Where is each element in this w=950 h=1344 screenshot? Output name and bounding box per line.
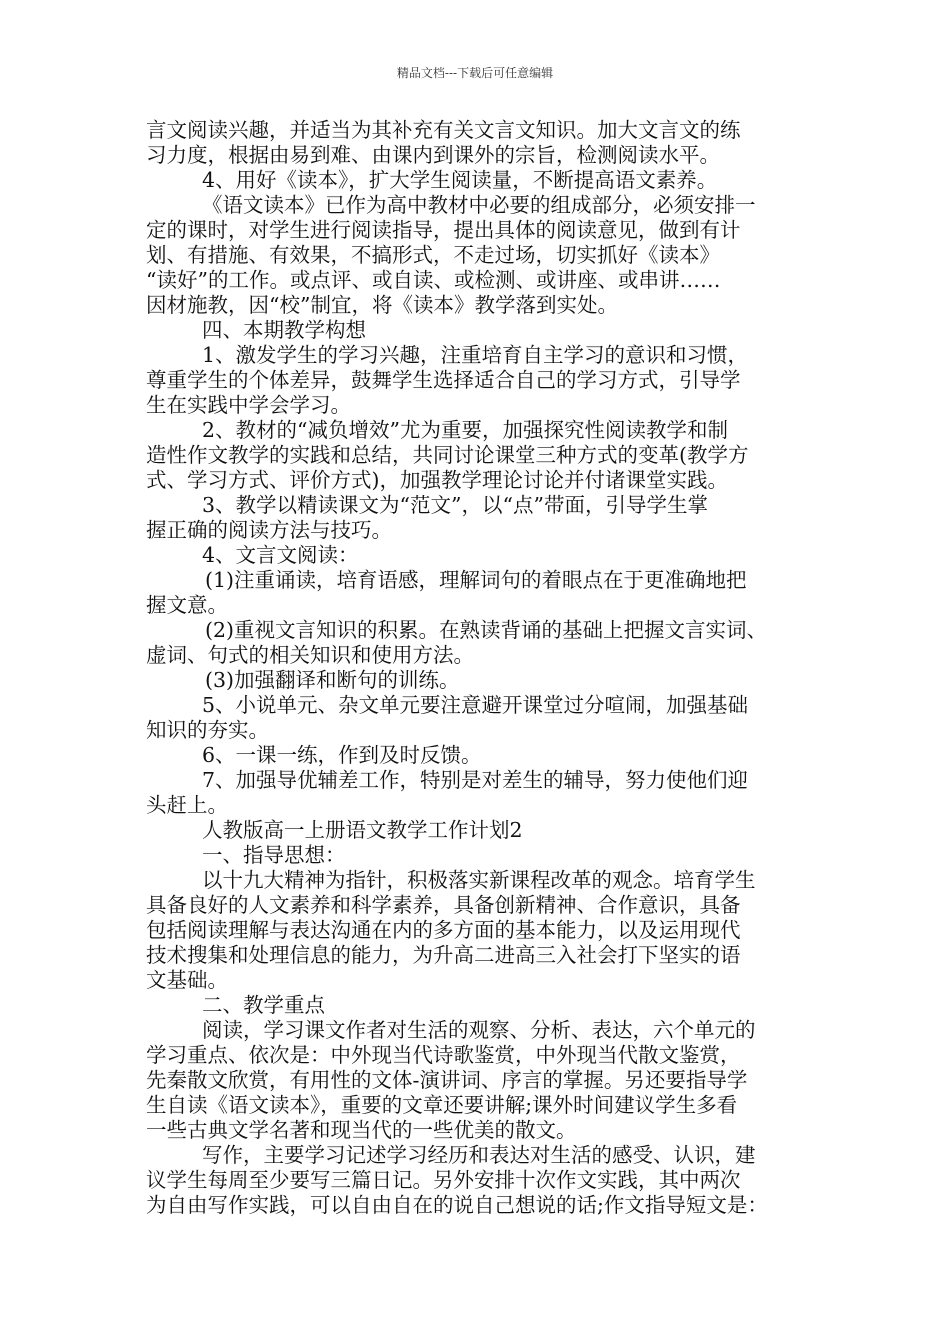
text-line: 4、用好《读本》，扩大学生阅读量，不断提高语文素养。: [202, 168, 718, 192]
text-line: “读好”的工作。或点评、或自读、或检测、或讲座、或串讲……: [146, 268, 721, 292]
text-line: 头赶上。: [146, 793, 228, 817]
section-heading: 四、本期教学构想: [202, 318, 366, 342]
text-line: 7、加强导优辅差工作，特别是对差生的辅导，努力使他们迎: [202, 768, 749, 792]
text-line: 包括阅读理解与表达沟通在内的多方面的基本能力，以及运用现代: [146, 918, 741, 942]
text-line: 造性作文教学的实践和总结，共同讨论课堂三种方式的变革(教学方: [146, 443, 749, 467]
text-line: 阅读，学习课文作者对生活的观察、分析、表达，六个单元的: [202, 1018, 756, 1042]
text-line: 为自由写作实践，可以自由自在的说自己想说的话;作文指导短文是：: [146, 1193, 768, 1217]
text-line: (3)加强翻译和断句的训练。: [205, 668, 460, 692]
text-line: 具备良好的人文素养和科学素养，具备创新精神、合作意识，具备: [146, 893, 741, 917]
text-line: 式、学习方式、评价方式)，加强教学理论讨论并付诸课堂实践。: [146, 468, 728, 492]
section-heading: 一、指导思想：: [202, 843, 346, 867]
text-line: 因材施教，因“校”制宜，将《读本》教学落到实处。: [146, 293, 618, 317]
page-header: 精品文档---下载后可任意编辑: [396, 66, 554, 80]
text-line: 定的课时，对学生进行阅读指导，提出具体的阅读意见，做到有计: [146, 218, 741, 242]
text-line: 先秦散文欣赏，有用性的文体-演讲词、序言的掌握。另还要指导学: [146, 1068, 748, 1092]
text-line: 《语文读本》已作为高中教材中必要的组成部分，必须安排一: [202, 193, 756, 217]
text-line: 知识的夯实。: [146, 718, 269, 742]
document-body: [146, 118, 816, 1218]
text-line: 4、文言文阅读：: [202, 543, 359, 567]
text-line: 生在实践中学会学习。: [146, 393, 351, 417]
text-line: 尊重学生的个体差异，鼓舞学生选择适合自己的学习方式，引导学: [146, 368, 741, 392]
text-line: 写作，主要学习记述学习经历和表达对生活的感受、认识，建: [202, 1143, 756, 1167]
text-line: 握正确的阅读方法与技巧。: [146, 518, 392, 542]
text-line: 虚词、句式的相关知识和使用方法。: [146, 643, 474, 667]
section-heading: 二、教学重点: [202, 993, 325, 1017]
text-line: 以十九大精神为指针，积极落实新课程改革的观念。培育学生: [202, 868, 756, 892]
text-line: 学习重点、依次是：中外现当代诗歌鉴赏，中外现当代散文鉴赏，: [146, 1043, 741, 1067]
text-line: 技术搜集和处理信息的能力，为升高二进高三入社会打下坚实的语: [146, 943, 741, 967]
text-line: 3、教学以精读课文为“范文”，以“点”带面，引导学生掌: [202, 493, 708, 517]
text-line: 5、小说单元、杂文单元要注意避开课堂过分喧闹，加强基础: [202, 693, 749, 717]
text-line: 议学生每周至少要写三篇日记。另外安排十次作文实践，其中两次: [146, 1168, 741, 1192]
document-title: 人教版高一上册语文教学工作计划2: [202, 818, 523, 842]
text-line: 一些古典文学名著和现当代的一些优美的散文。: [146, 1118, 577, 1142]
text-line: 握文意。: [146, 593, 228, 617]
text-line: (2)重视文言知识的积累。在熟读背诵的基础上把握文言实词、: [205, 618, 768, 642]
text-line: 1、激发学生的学习兴趣，注重培育自主学习的意识和习惯，: [202, 343, 749, 367]
text-line: 言文阅读兴趣，并适当为其补充有关文言文知识。加大文言文的练: [146, 118, 741, 142]
text-line: 划、有措施、有效果，不搞形式，不走过场，切实抓好《读本》: [146, 243, 720, 267]
text-line: 6、一课一练，作到及时反馈。: [202, 743, 482, 767]
text-line: 习力度，根据由易到难、由课内到课外的宗旨，检测阅读水平。: [146, 143, 720, 167]
text-line: 2、教材的“减负增效”尤为重要，加强探究性阅读教学和制: [202, 418, 729, 442]
text-line: (1)注重诵读，培育语感，理解词句的着眼点在于更准确地把: [205, 568, 747, 592]
text-line: 文基础。: [146, 968, 228, 992]
text-line: 生自读《语文读本》，重要的文章还要讲解;课外时间建议学生多看: [146, 1093, 738, 1117]
